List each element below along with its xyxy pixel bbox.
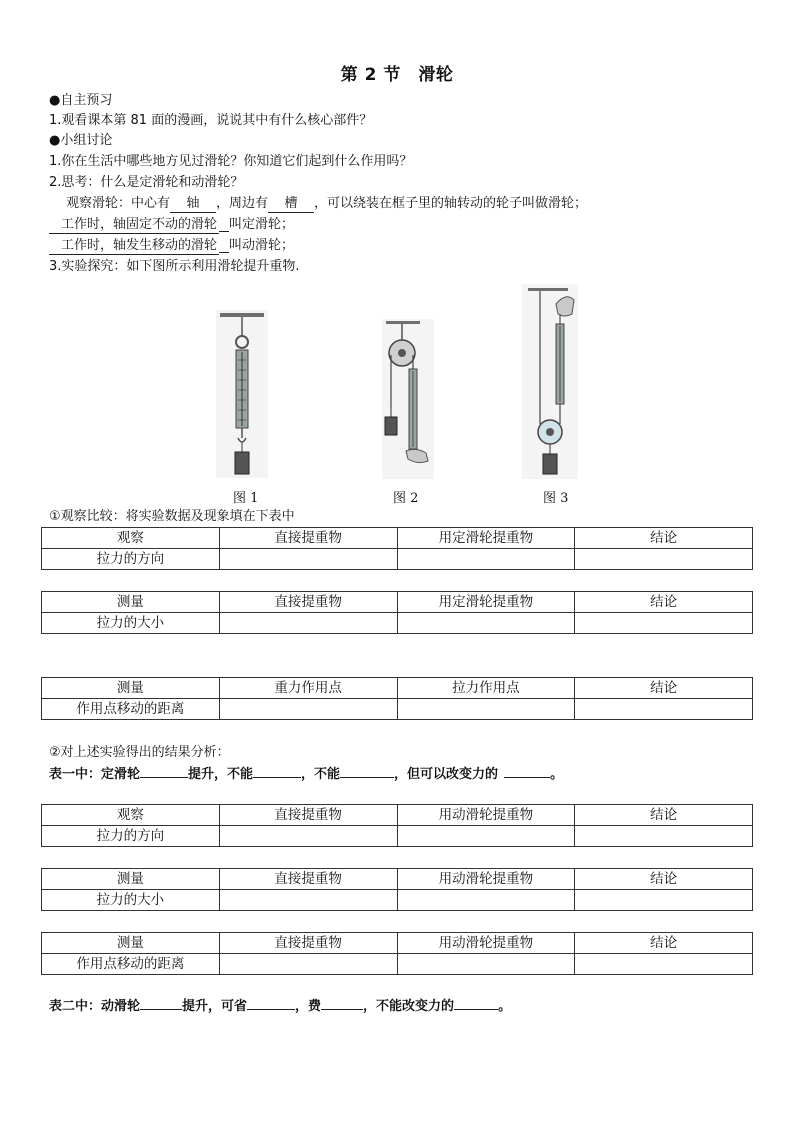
table-header-cell: 测量 bbox=[42, 869, 220, 890]
summary1-text-1: 表一中：定滑轮 bbox=[49, 767, 141, 782]
table-header-row bbox=[42, 805, 753, 826]
summary2-blank-3[interactable] bbox=[321, 1009, 363, 1010]
movable-pulley-definition bbox=[49, 236, 294, 256]
figure-3-movable-pulley bbox=[522, 284, 578, 479]
figure-2-fixed-pulley bbox=[382, 319, 434, 479]
answer-cell[interactable] bbox=[575, 699, 753, 720]
table-header-cell: 重力作用点 bbox=[219, 678, 397, 699]
group-discussion-header: ●小组讨论 bbox=[49, 133, 113, 148]
page-title: 第 2 节 滑轮 bbox=[340, 65, 454, 85]
table-header-cell: 测量 bbox=[42, 678, 220, 699]
fixed-pulley-tail: 叫定滑轮； bbox=[229, 217, 295, 232]
observe-text-c: ，可以绕装在框子里的轴转动的轮子叫做滑轮； bbox=[314, 196, 588, 211]
row-label: 作用点移动的距离 bbox=[42, 699, 220, 720]
summary2-blank-1[interactable] bbox=[140, 1009, 182, 1010]
summary2-text-2: 提升，可省 bbox=[182, 999, 248, 1014]
figure-3-caption: 图 3 bbox=[543, 491, 569, 506]
compare-intro: ①观察比较：将实验数据及现象填在下表中 bbox=[49, 509, 295, 524]
observe-pulley-line bbox=[66, 194, 587, 214]
summary1-text-3: ，不能 bbox=[301, 767, 341, 782]
table-header-row bbox=[42, 592, 753, 613]
table-header-cell: 结论 bbox=[575, 869, 753, 890]
table-header-cell: 测量 bbox=[42, 592, 220, 613]
summary2-blank-4[interactable] bbox=[454, 1009, 498, 1010]
table-header-cell: 用定滑轮提重物 bbox=[397, 528, 575, 549]
table-fixed-distance bbox=[41, 677, 753, 720]
row-label: 拉力的大小 bbox=[42, 613, 220, 634]
table-header-cell: 用动滑轮提重物 bbox=[397, 805, 575, 826]
answer-cell[interactable] bbox=[575, 954, 753, 975]
table-row bbox=[42, 699, 753, 720]
table-header-cell: 用动滑轮提重物 bbox=[397, 933, 575, 954]
self-study-question-1: 1.观看课本第 81 面的漫画，说说其中有什么核心部件？ bbox=[49, 113, 373, 128]
row-label: 作用点移动的距离 bbox=[42, 954, 220, 975]
table-row bbox=[42, 890, 753, 911]
blank-groove: 槽 bbox=[268, 196, 314, 213]
answer-cell[interactable] bbox=[397, 699, 575, 720]
row-label: 拉力的方向 bbox=[42, 549, 220, 570]
summary-movable-pulley bbox=[49, 997, 511, 1017]
discussion-question-1: 1.你在生活中哪些地方见过滑轮？你知道它们起到什么作用吗？ bbox=[49, 154, 413, 169]
table-header-row bbox=[42, 678, 753, 699]
table-fixed-magnitude bbox=[41, 591, 753, 634]
summary2-text-1: 表二中：动滑轮 bbox=[49, 999, 141, 1014]
table-header-cell: 测量 bbox=[42, 933, 220, 954]
self-study-header: ●自主预习 bbox=[49, 93, 113, 108]
fixed-pulley-blank: 工作时，轴固定不动的滑轮 bbox=[49, 217, 219, 234]
observe-text-b: ，周边有 bbox=[216, 196, 269, 211]
answer-cell[interactable] bbox=[575, 826, 753, 847]
answer-cell[interactable] bbox=[397, 826, 575, 847]
table-header-cell: 拉力作用点 bbox=[397, 678, 575, 699]
figure-2-caption: 图 2 bbox=[393, 491, 419, 506]
answer-cell[interactable] bbox=[397, 549, 575, 570]
table-row bbox=[42, 613, 753, 634]
table-header-row bbox=[42, 528, 753, 549]
row-label: 拉力的大小 bbox=[42, 890, 220, 911]
summary1-blank-3[interactable] bbox=[340, 777, 394, 778]
summary1-blank-2[interactable] bbox=[253, 777, 301, 778]
summary1-text-5: 。 bbox=[550, 767, 564, 782]
table-header-cell: 结论 bbox=[575, 528, 753, 549]
answer-cell[interactable] bbox=[575, 549, 753, 570]
table-header-cell: 直接提重物 bbox=[219, 528, 397, 549]
answer-cell[interactable] bbox=[219, 699, 397, 720]
answer-cell[interactable] bbox=[219, 826, 397, 847]
table-header-cell: 观察 bbox=[42, 528, 220, 549]
discussion-question-2: 2.思考：什么是定滑轮和动滑轮？ bbox=[49, 175, 244, 190]
table-header-cell: 用定滑轮提重物 bbox=[397, 592, 575, 613]
table-row bbox=[42, 954, 753, 975]
table-header-cell: 结论 bbox=[575, 805, 753, 826]
movable-pulley-blank: 工作时，轴发生移动的滑轮 bbox=[49, 238, 219, 255]
analysis-intro: ②对上述实验得出的结果分析： bbox=[49, 745, 230, 760]
answer-cell[interactable] bbox=[219, 613, 397, 634]
answer-cell[interactable] bbox=[219, 954, 397, 975]
table-movable-magnitude bbox=[41, 868, 753, 911]
table-header-cell: 结论 bbox=[575, 933, 753, 954]
table-header-cell: 观察 bbox=[42, 805, 220, 826]
table-header-row bbox=[42, 933, 753, 954]
table-fixed-direction bbox=[41, 527, 753, 570]
summary2-text-5: 。 bbox=[498, 999, 512, 1014]
table-header-cell: 结论 bbox=[575, 592, 753, 613]
table-movable-direction bbox=[41, 804, 753, 847]
fixed-pulley-definition bbox=[49, 215, 294, 235]
summary2-text-4: ，不能改变力的 bbox=[363, 999, 455, 1014]
summary1-text-4: ，但可以改变力的 bbox=[394, 767, 499, 782]
answer-cell[interactable] bbox=[397, 613, 575, 634]
answer-cell[interactable] bbox=[575, 613, 753, 634]
table-header-cell: 直接提重物 bbox=[219, 869, 397, 890]
summary-fixed-pulley bbox=[49, 765, 563, 785]
observe-text-a: 观察滑轮：中心有 bbox=[66, 196, 171, 211]
answer-cell[interactable] bbox=[219, 549, 397, 570]
answer-cell[interactable] bbox=[219, 890, 397, 911]
summary2-text-3: ，费 bbox=[295, 999, 322, 1014]
table-movable-distance bbox=[41, 932, 753, 975]
table-header-cell: 直接提重物 bbox=[219, 933, 397, 954]
table-row bbox=[42, 549, 753, 570]
summary2-blank-2[interactable] bbox=[247, 1009, 295, 1010]
table-header-row bbox=[42, 869, 753, 890]
summary1-blank-1[interactable] bbox=[140, 777, 188, 778]
table-row bbox=[42, 826, 753, 847]
figure-1-caption: 图 1 bbox=[233, 491, 259, 506]
answer-cell[interactable] bbox=[397, 890, 575, 911]
blank-axis: 轴 bbox=[170, 196, 216, 213]
table-header-cell: 结论 bbox=[575, 678, 753, 699]
table-header-cell: 直接提重物 bbox=[219, 592, 397, 613]
discussion-question-3: 3.实验探究：如下图所示利用滑轮提升重物. bbox=[49, 259, 300, 274]
figure-1-direct-lift bbox=[216, 310, 268, 478]
movable-pulley-tail: 叫动滑轮； bbox=[229, 238, 295, 253]
answer-cell[interactable] bbox=[397, 954, 575, 975]
summary1-blank-4[interactable] bbox=[504, 777, 550, 778]
table-header-cell: 直接提重物 bbox=[219, 805, 397, 826]
table-header-cell: 用动滑轮提重物 bbox=[397, 869, 575, 890]
answer-cell[interactable] bbox=[575, 890, 753, 911]
row-label: 拉力的方向 bbox=[42, 826, 220, 847]
summary1-text-2: 提升，不能 bbox=[188, 767, 254, 782]
